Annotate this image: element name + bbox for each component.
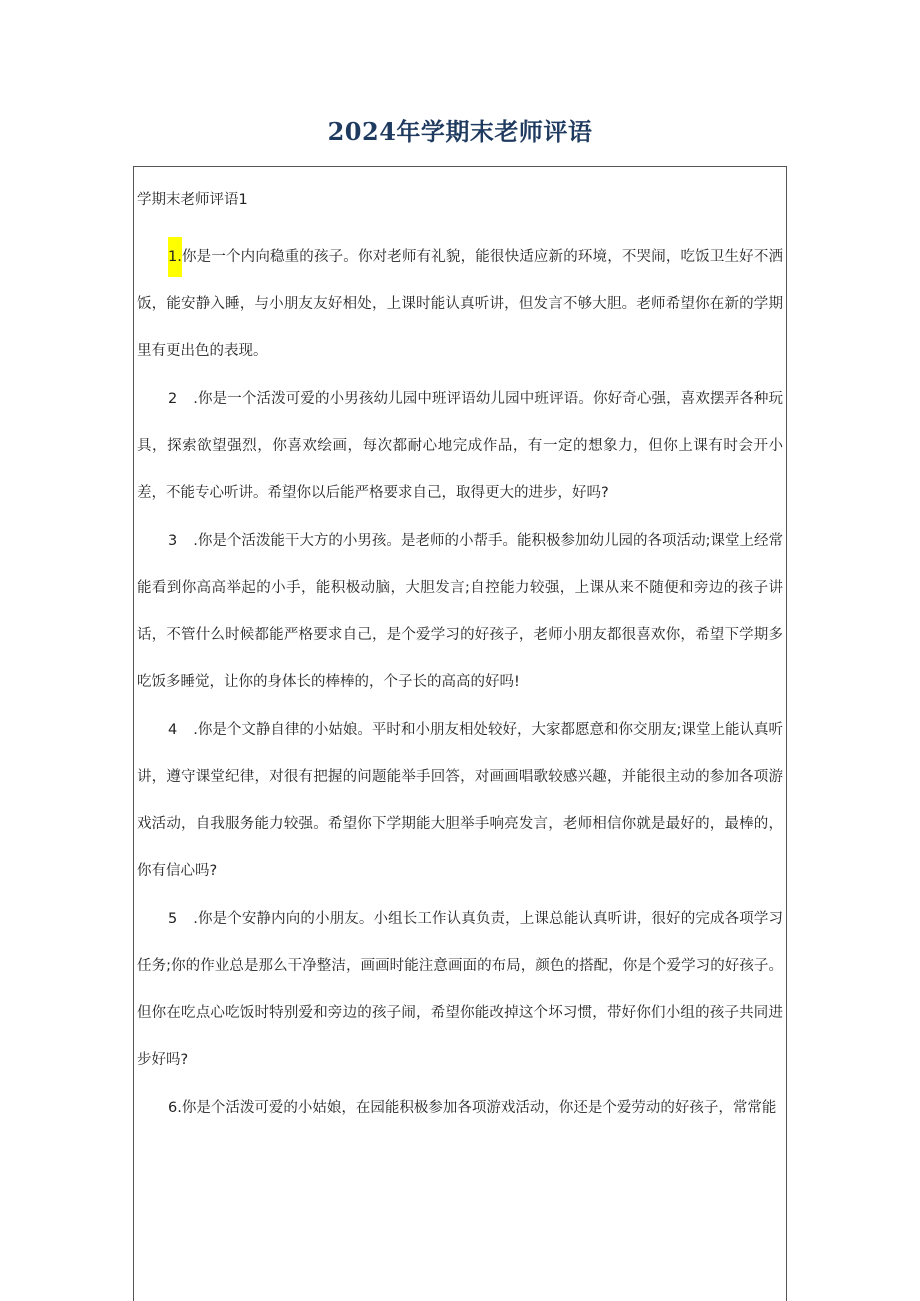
entry-6 — [137, 1085, 783, 1133]
section-heading: 学期末老师评语1 — [137, 192, 248, 208]
entry-5 — [137, 896, 783, 1085]
entry-text: .你是一个活泼可爱的小男孩幼儿园中班评语幼儿园中班评语。你好奇心强，喜欢摆弄各种玩具，探索欲望强烈，你喜欢绘画，每次都耐心地完成作品，有一定的想象力，但你上课有时会开小差，不能专心听讲。希望你以后能严格要求自己，取得更大的进步，好吗? — [137, 391, 783, 501]
entry-text: .你是个文静自律的小姑娘。平时和小朋友相处较好，大家都愿意和你交朋友;课堂上能认真听讲，遵守课堂纪律，对很有把握的问题能举手回答，对画画唱歌较感兴趣，并能很主动的参加各项游戏活动，自我服务能力较强。希望你下学期能大胆举手响亮发言，老师相信你就是最好的，最棒的，你有信心吗? — [137, 722, 783, 879]
entry-text: .你是个活泼能干大方的小男孩。是老师的小帮手。能积极参加幼儿园的各项活动;课堂上经常能看到你高高举起的小手，能积极动脑，大胆发言;自控能力较强，上课从来不随便和旁边的孩子讲话，不管什么时候都能严格要求自己，是个爱学习的好孩子，老师小朋友都很喜欢你，希望下学期多吃饭多睡觉，让你的身体长的棒棒的，个子长的高高的好吗! — [137, 533, 783, 690]
entries-list — [137, 234, 783, 1133]
entry-number-highlighted: 1. — [168, 237, 182, 277]
entry-4 — [137, 707, 783, 896]
entry-number: 2 — [168, 391, 178, 407]
entry-text: 你是个活泼可爱的小姑娘，在园能积极参加各项游戏活动，你还是个爱劳动的好孩子，常常能 — [181, 1100, 777, 1116]
entry-text: .你是个安静内向的小朋友。小组长工作认真负责，上课总能认真听讲，很好的完成各项学习任务;你的作业总是那么干净整洁，画画时能注意画面的布局，颜色的搭配，你是个爱学习的好孩子。但你在吃点心吃饭时特别爱和旁边的孩子闹，希望你能改掉这个坏习惯，带好你们小组的孩子共同进步好吗? — [137, 911, 783, 1068]
document-title: 2024年学期末老师评语 — [327, 117, 593, 146]
entry-number: 5 — [168, 911, 178, 927]
entry-text: 你是一个内向稳重的孩子。你对老师有礼貌，能很快适应新的环境，不哭闹，吃饭卫生好不洒饭，能安静入睡，与小朋友友好相处，上课时能认真听讲，但发言不够大胆。老师希望你在新的学期里有更出色的表现。 — [137, 249, 783, 359]
entry-number: 6. — [168, 1100, 182, 1116]
entry-1 — [137, 234, 783, 376]
entry-number: 4 — [168, 722, 178, 738]
entry-3 — [137, 518, 783, 707]
entry-2 — [137, 376, 783, 518]
entry-number: 3 — [168, 533, 178, 549]
content-box — [133, 166, 787, 1301]
